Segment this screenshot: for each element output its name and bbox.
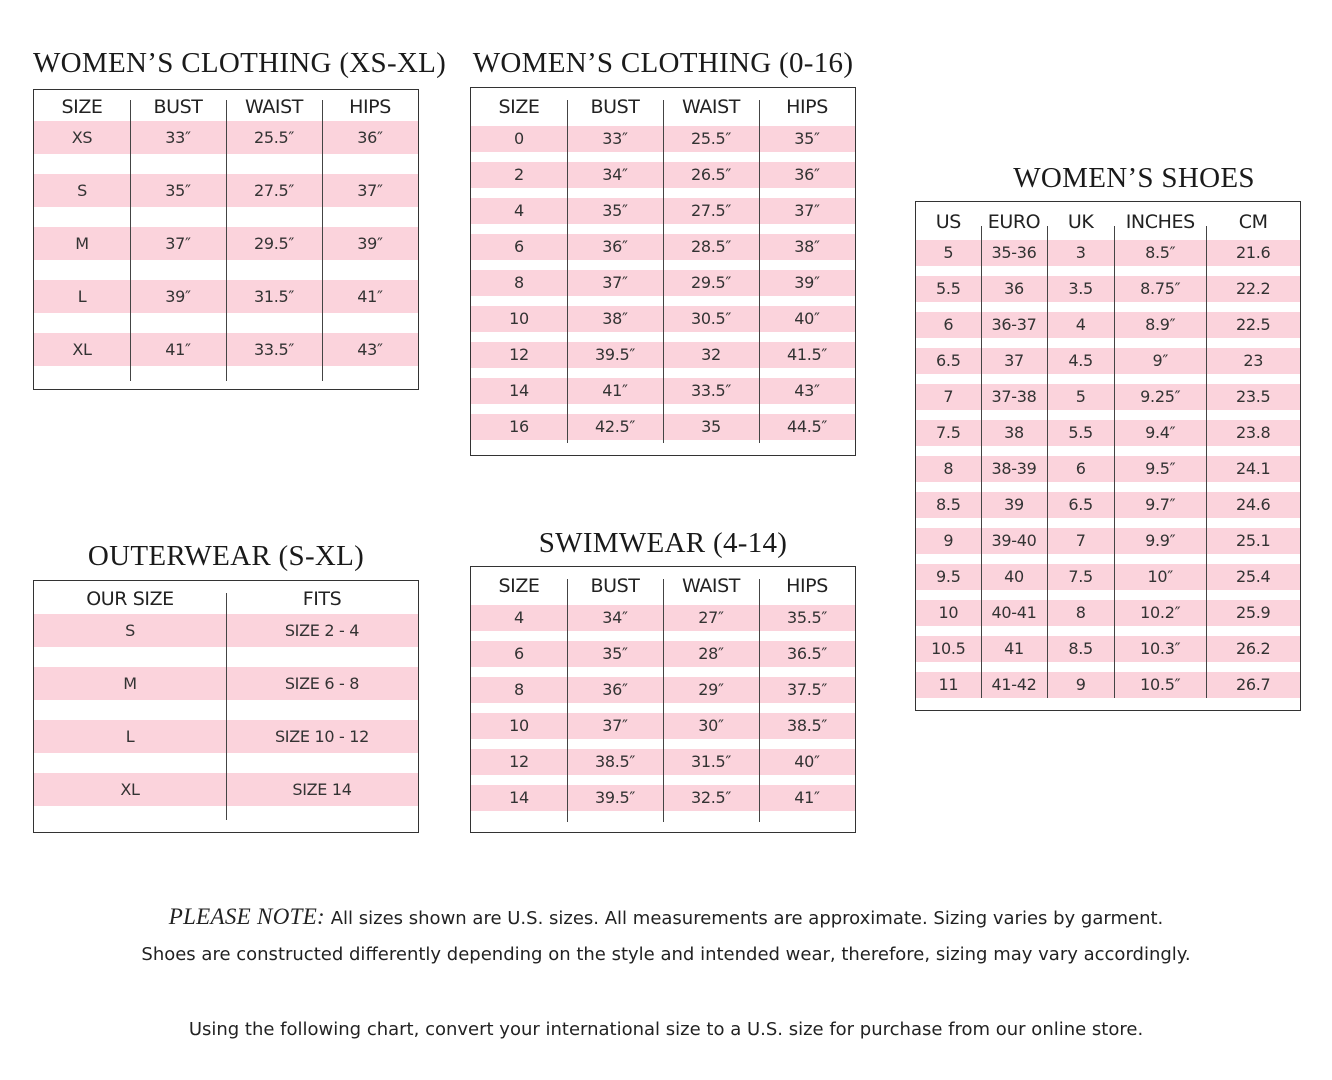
table-cell: 43″	[357, 340, 383, 359]
please-note-label: PLEASE NOTE:	[168, 904, 326, 929]
title-swimwear: SWIMWEAR (4-14)	[538, 527, 788, 559]
table-cell: 5	[1075, 387, 1086, 406]
table-cell: 24.6	[1236, 495, 1271, 514]
table-cell: 10″	[1147, 567, 1173, 586]
table-row	[916, 348, 1300, 374]
column-header: UK	[1067, 211, 1094, 233]
column-header: SIZE	[498, 96, 540, 118]
table-cell: 39	[1004, 495, 1024, 514]
table-cell: 34″	[602, 165, 628, 184]
title-womens-clothing-xs-xl: WOMEN’S CLOTHING (XS-XL)	[33, 47, 447, 79]
table-cell: 22.5	[1236, 315, 1271, 334]
table-cell: 6.5	[936, 351, 961, 370]
table-cell: 41″	[794, 788, 820, 807]
column-divider	[981, 226, 982, 698]
table-cell: 9	[1075, 675, 1086, 694]
table-cell: 26.2	[1236, 639, 1271, 658]
table-cell: 44.5″	[786, 417, 828, 436]
title-womens-clothing-0-16: WOMEN’S CLOTHING (0-16)	[472, 47, 854, 79]
table-cell: M	[75, 234, 89, 253]
table-row	[916, 312, 1300, 338]
table-cell: 35	[701, 417, 721, 436]
table-cell: 38-39	[991, 459, 1037, 478]
table-cell: 26.5″	[690, 165, 732, 184]
table-cell: 2	[514, 165, 524, 184]
table-cell: 23	[1243, 351, 1264, 370]
column-header: SIZE	[498, 575, 540, 597]
table-cell: 33.5″	[690, 381, 732, 400]
table-cell: 36-37	[991, 315, 1037, 334]
table-cell: L	[77, 287, 87, 306]
table-cell: 0	[514, 129, 524, 148]
table-cell: 9.7″	[1145, 495, 1176, 514]
table-cell: 37″	[794, 201, 820, 220]
table-cell: 16	[509, 417, 529, 436]
table-cell: 5.5	[1068, 423, 1093, 442]
column-divider	[130, 100, 131, 381]
table-cell: 25.5″	[253, 128, 295, 147]
table-cell: 7	[943, 387, 954, 406]
table-cell: SIZE 10 - 12	[274, 727, 370, 746]
table-cell: 31.5″	[253, 287, 295, 306]
table-outerwear	[33, 580, 419, 833]
table-cell: 25.1	[1236, 531, 1271, 550]
column-divider	[1206, 226, 1207, 698]
table-cell: 40-41	[991, 603, 1037, 622]
table-cell: 6	[514, 644, 524, 663]
column-divider	[322, 100, 323, 381]
table-cell: 5	[943, 243, 954, 262]
table-womens-clothing-xs-xl	[33, 89, 419, 390]
table-cell: 9.5	[936, 567, 961, 586]
table-cell: 43″	[794, 381, 820, 400]
table-cell: S	[125, 621, 135, 640]
table-cell: 29.5″	[690, 273, 732, 292]
table-cell: 8	[514, 273, 524, 292]
table-cell: 35″	[602, 644, 628, 663]
table-cell: 6	[1075, 459, 1086, 478]
table-cell: 21.6	[1236, 243, 1271, 262]
table-cell: 30″	[698, 716, 724, 735]
table-cell: 8.75″	[1140, 279, 1181, 298]
table-row	[916, 240, 1300, 266]
table-cell: 8.5	[936, 495, 961, 514]
table-cell: L	[125, 727, 135, 746]
table-cell: XL	[120, 780, 140, 799]
table-cell: 9.25″	[1140, 387, 1181, 406]
column-header: BUST	[153, 96, 203, 118]
table-cell: 40	[1004, 567, 1024, 586]
table-cell: 32	[701, 345, 721, 364]
table-cell: 29″	[698, 680, 724, 699]
table-cell: 8	[943, 459, 954, 478]
column-divider	[663, 579, 664, 822]
table-cell: 10	[938, 603, 959, 622]
table-row	[916, 672, 1300, 698]
table-cell: 10.2″	[1140, 603, 1181, 622]
table-cell: 3.5	[1068, 279, 1093, 298]
table-cell: 37-38	[991, 387, 1037, 406]
table-cell: 12	[509, 345, 529, 364]
table-cell: 27″	[698, 608, 724, 627]
table-cell: 41.5″	[786, 345, 828, 364]
table-row	[916, 276, 1300, 302]
table-cell: 6	[943, 315, 954, 334]
table-row	[916, 492, 1300, 518]
column-divider	[226, 593, 227, 820]
table-cell: 39-40	[991, 531, 1037, 550]
table-row	[916, 564, 1300, 590]
table-cell: 36″	[602, 680, 628, 699]
note-line-1-text: All sizes shown are U.S. sizes. All measurements are approximate. Sizing varies by garment.	[325, 908, 1164, 929]
table-cell: 10	[509, 309, 529, 328]
column-divider	[567, 579, 568, 822]
table-cell: 28″	[698, 644, 724, 663]
table-cell: 12	[509, 752, 529, 771]
title-womens-shoes: WOMEN’S SHOES	[1013, 162, 1255, 194]
table-cell: 28.5″	[690, 237, 732, 256]
table-cell: 35-36	[991, 243, 1037, 262]
table-cell: 37″	[165, 234, 191, 253]
table-cell: 7.5	[936, 423, 961, 442]
table-cell: 37″	[357, 181, 383, 200]
table-cell: 3	[1075, 243, 1086, 262]
table-cell: 8	[514, 680, 524, 699]
table-cell: 27.5″	[690, 201, 732, 220]
table-cell: 41-42	[991, 675, 1037, 694]
column-header: WAIST	[681, 96, 740, 118]
table-cell: 39″	[794, 273, 820, 292]
table-cell: 7	[1075, 531, 1086, 550]
table-cell: 14	[509, 381, 529, 400]
table-cell: 38	[1004, 423, 1024, 442]
column-header: BUST	[590, 575, 640, 597]
table-cell: 36″	[794, 165, 820, 184]
table-header	[916, 213, 1300, 232]
table-cell: 26.7	[1236, 675, 1271, 694]
note-line-2: Shoes are constructed differently depending on the style and intended wear, therefore, sizing may vary accordingly.	[141, 944, 1191, 965]
table-cell: 8	[1075, 603, 1086, 622]
table-cell: SIZE 2 - 4	[284, 621, 360, 640]
table-swimwear	[470, 566, 856, 833]
table-cell: 35.5″	[786, 608, 828, 627]
table-cell: 25.9	[1236, 603, 1271, 622]
table-cell: 9.5″	[1145, 459, 1176, 478]
table-cell: 39″	[357, 234, 383, 253]
table-cell: 38″	[794, 237, 820, 256]
table-cell: 14	[509, 788, 529, 807]
table-cell: 29.5″	[253, 234, 295, 253]
table-cell: 42.5″	[594, 417, 636, 436]
table-cell: 7.5	[1068, 567, 1093, 586]
table-cell: 6.5	[1068, 495, 1093, 514]
table-cell: 24.1	[1236, 459, 1271, 478]
table-cell: 9	[943, 531, 954, 550]
table-cell: S	[77, 181, 87, 200]
table-womens-shoes	[915, 201, 1301, 711]
table-cell: 9.4″	[1145, 423, 1176, 442]
table-cell: 34″	[602, 608, 628, 627]
table-cell: SIZE 6 - 8	[284, 674, 360, 693]
table-cell: 36.5″	[786, 644, 828, 663]
table-cell: 40″	[794, 309, 820, 328]
table-cell: XS	[71, 128, 93, 147]
column-header: BUST	[590, 96, 640, 118]
table-cell: 39.5″	[594, 788, 636, 807]
table-cell: 23.8	[1236, 423, 1271, 442]
column-header: HIPS	[349, 96, 391, 118]
column-header: WAIST	[681, 575, 740, 597]
column-divider	[567, 100, 568, 443]
table-cell: 9″	[1152, 351, 1168, 370]
table-cell: 33″	[165, 128, 191, 147]
column-header: US	[935, 211, 961, 233]
column-divider	[1047, 226, 1048, 698]
table-cell: 5.5	[936, 279, 961, 298]
table-cell: 9.9″	[1145, 531, 1176, 550]
table-cell: 4.5	[1068, 351, 1093, 370]
table-cell: M	[123, 674, 137, 693]
column-divider	[1114, 226, 1115, 698]
note-line-1	[0, 904, 1332, 930]
table-cell: 35″	[794, 129, 820, 148]
column-divider	[663, 100, 664, 443]
column-header: EURO	[987, 211, 1041, 233]
table-cell: 10.3″	[1140, 639, 1181, 658]
table-cell: 35″	[602, 201, 628, 220]
table-cell: 37	[1004, 351, 1024, 370]
column-header: CM	[1238, 211, 1268, 233]
column-header: FITS	[302, 588, 342, 610]
table-cell: 41	[1004, 639, 1024, 658]
table-cell: 39″	[165, 287, 191, 306]
table-cell: 25.4	[1236, 567, 1271, 586]
table-cell: 6	[514, 237, 524, 256]
table-row	[916, 384, 1300, 410]
column-header: HIPS	[786, 575, 828, 597]
table-row	[916, 456, 1300, 482]
table-cell: 37″	[602, 273, 628, 292]
table-cell: 35″	[165, 181, 191, 200]
table-cell: 36″	[602, 237, 628, 256]
table-cell: SIZE 14	[292, 780, 352, 799]
table-cell: 36″	[357, 128, 383, 147]
table-cell: 4	[1075, 315, 1086, 334]
table-cell: 31.5″	[690, 752, 732, 771]
column-header: INCHES	[1125, 211, 1195, 233]
table-cell: 38″	[602, 309, 628, 328]
column-divider	[759, 100, 760, 443]
title-outerwear: OUTERWEAR (S-XL)	[87, 540, 365, 572]
column-divider	[226, 100, 227, 381]
table-cell: 4	[514, 608, 524, 627]
table-cell: 37.5″	[786, 680, 828, 699]
table-cell: 23.5	[1236, 387, 1271, 406]
table-cell: 33.5″	[253, 340, 295, 359]
table-cell: 25.5″	[690, 129, 732, 148]
table-womens-clothing-0-16	[470, 87, 856, 456]
note-line-3: Using the following chart, convert your international size to a U.S. size for purchase from our online store.	[188, 1019, 1144, 1040]
table-cell: 38.5″	[594, 752, 636, 771]
table-cell: 38.5″	[786, 716, 828, 735]
table-cell: 41″	[602, 381, 628, 400]
table-cell: 41″	[357, 287, 383, 306]
table-row	[916, 600, 1300, 626]
column-header: WAIST	[244, 96, 303, 118]
column-header: OUR SIZE	[86, 588, 174, 610]
table-cell: XL	[72, 340, 92, 359]
table-cell: 8.9″	[1145, 315, 1176, 334]
table-cell: 8.5	[1068, 639, 1093, 658]
table-cell: 36	[1004, 279, 1024, 298]
table-cell: 8.5″	[1145, 243, 1176, 262]
table-cell: 10.5	[931, 639, 966, 658]
table-row	[916, 636, 1300, 662]
table-cell: 22.2	[1236, 279, 1271, 298]
table-cell: 11	[938, 675, 959, 694]
column-header: HIPS	[786, 96, 828, 118]
table-cell: 4	[514, 201, 524, 220]
table-cell: 40″	[794, 752, 820, 771]
table-cell: 32.5″	[690, 788, 732, 807]
column-divider	[759, 579, 760, 822]
table-cell: 10	[509, 716, 529, 735]
table-row	[916, 528, 1300, 554]
column-header: SIZE	[61, 96, 103, 118]
table-cell: 39.5″	[594, 345, 636, 364]
table-cell: 37″	[602, 716, 628, 735]
table-cell: 10.5″	[1140, 675, 1181, 694]
table-row	[916, 420, 1300, 446]
table-cell: 33″	[602, 129, 628, 148]
table-cell: 27.5″	[253, 181, 295, 200]
table-cell: 41″	[165, 340, 191, 359]
table-cell: 30.5″	[690, 309, 732, 328]
